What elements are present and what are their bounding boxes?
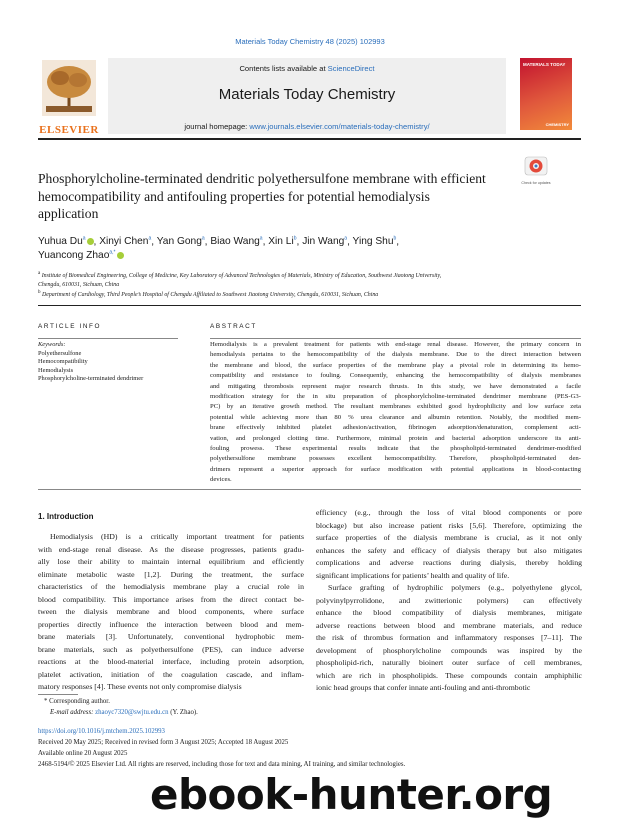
abstract-line: fouling prowess. These experimental results indicate that the phospholipid-terminated dendrimer-modified xyxy=(210,445,581,453)
body-line: brane materials [3]. Unfortunately, conventional hydrophobic mem- xyxy=(38,632,304,641)
journal-citation[interactable]: Materials Today Chemistry 48 (2025) 102993 xyxy=(235,37,385,46)
orcid-icon[interactable] xyxy=(117,252,124,259)
body-line: enhance the blood compatibility of dialysis membranes, mitigate xyxy=(316,608,582,617)
article-info-heading: ARTICLE INFO xyxy=(38,323,102,330)
abstract-line: the membrane and blood, the surface properties of the membrane play a pivotal role in determining its hemo- xyxy=(210,361,581,369)
body-line: which are rich in phospholipids. These compounds contain amphiphilic xyxy=(316,670,582,680)
author-name-text: Yan Gong xyxy=(156,236,202,248)
abstract-line: polyethersulfone membrane possesses excellent hemocompatibility. Therefore, phospholipid-terminated den- xyxy=(210,455,581,463)
available-online: Available online 20 August 2025 xyxy=(38,750,128,757)
abstract-line: modification strategy for the in situ preparation of phosphorylcholine-terminated dendrimer membrane (PES-G3- xyxy=(210,393,581,401)
intro-right-column xyxy=(316,507,582,695)
received-dates: Received 20 May 2025; Received in revised form 3 August 2025; Accepted 18 August 2025 xyxy=(38,739,289,746)
author-list: Yuhua Du$^a$ , Xinyi Chen$^a$, Yan Gong$^a$, Biao Wang$^a$, Xin Li$^b$, Jin Wang$^a$, Ying Shu$^b$, xyxy=(38,236,400,248)
body-line: phospholipid-rich, naturally bioinert outer surface of cell membranes, xyxy=(316,658,582,667)
author-name-text: Xin Li xyxy=(268,236,294,248)
copyright-line: 2468-5194/© 2025 Elsevier Ltd. All rights are reserved, including those for text and data mining, AI training, and similar technologies. xyxy=(38,761,406,768)
corresponding-note: * Corresponding author. xyxy=(44,698,110,705)
abstract-line: devices. xyxy=(210,476,232,484)
author-name[interactable] xyxy=(99,236,151,247)
body-line: blockage) but also increase patient risks [5,6]. Therefore, optimizing the xyxy=(316,520,582,530)
author-name[interactable] xyxy=(38,250,124,261)
author-name[interactable] xyxy=(268,236,296,247)
article-info-rule xyxy=(38,338,178,339)
abstract-bottom-rule xyxy=(38,489,581,490)
author-affiliation-sup[interactable]: b xyxy=(293,236,297,242)
contents-prefix: Contents lists available at xyxy=(239,64,328,73)
contents-line xyxy=(108,64,506,73)
author-affiliation-sup[interactable]: b xyxy=(393,236,397,242)
author-name[interactable] xyxy=(157,236,205,247)
keywords-label: Keywords: xyxy=(38,341,66,348)
abstract-line: potential while achieving more than 80 % urea clearance and albumin retention. Notably, the modified mem- xyxy=(210,413,581,421)
keyword-item[interactable]: Hemocompatibility xyxy=(38,358,88,366)
keywords-block xyxy=(38,341,143,384)
body-line: blood compatibility. This importance arises from the direct contact be- xyxy=(38,594,304,604)
affiliation-rule xyxy=(38,305,581,306)
body-line: surface properties of the dialysis membrane is crucial, as it not only xyxy=(316,533,582,542)
cover-title: MATERIALS TODAY xyxy=(523,62,566,67)
body-line: reactions at the blood-material interface, including protein adsorption, xyxy=(38,657,304,666)
body-line: complications and adverse reactions during dialysis, thereby holding xyxy=(316,558,582,567)
body-line: adverse reactions between blood and membrane materials, and reduce xyxy=(316,620,582,630)
journal-title: Materials Today Chemistry xyxy=(218,86,396,103)
author-name-text: Yuancong Zhao xyxy=(38,250,110,262)
abstract-line: and mitigating thrombosis represent major research thrusts. In this study, we have demonstrated a facile xyxy=(210,382,581,390)
email-note xyxy=(50,709,198,716)
author-name-text: Yuhua Du xyxy=(38,236,83,248)
affiliation-b-text: Department of Cardiology, Third People’s Hospital of Chengdu Affiliated to Southwest Jiaotong University, Chengdu, 610031, Sichuan, China xyxy=(41,291,379,298)
author-name-text: Jin Wang xyxy=(302,236,345,248)
homepage-link[interactable]: www.journals.elsevier.com/materials-today-chemistry/ xyxy=(249,122,430,131)
elsevier-logo xyxy=(38,58,100,136)
article-title: Phosphorylcholine-terminated dendritic polyethersulfone membrane with efficient hemocompatibility and antifouling properties for potential hemodialysis application xyxy=(38,171,486,221)
body-line: with end-stage renal disease. As the disease progresses, patients gradu- xyxy=(38,544,304,554)
author-affiliation-sup[interactable]: a xyxy=(259,236,263,242)
author-affiliation-sup[interactable]: a xyxy=(201,236,205,242)
affiliation-a: $^a$ Institute of Biomedical Engineering, College of Medicine, Key Laboratory of Advanced Technologies of Materials, Ministry of Education, Southwest Jiaotong University, Chengdu, 610031, Sichuan, China xyxy=(38,271,442,289)
abstract-line: drimers represent a superior approach for surface modification with potential applications in blood-contacting xyxy=(210,465,581,473)
abstract-heading: ABSTRACT xyxy=(210,323,257,330)
body-line: significant implications for patients’ health and quality of life. xyxy=(316,570,510,580)
email-suffix: (Y. Zhao). xyxy=(170,709,198,716)
affiliation-a-line1: Institute of Biomedical Engineering, College of Medicine, Key Laboratory of Advanced Technologies of Materials, Ministry of Education, Southwest Jiaotong University, xyxy=(41,272,442,279)
keyword-item[interactable]: Hemodialysis xyxy=(38,366,74,374)
abstract-line: hemodialysis pertains to the hemocompatibility of the dialysis membrane. Due to the direct interaction between xyxy=(210,351,581,359)
affiliation-a-line2: Chengdu, 610031, Sichuan, China xyxy=(38,282,120,289)
author-name-text: Ying Shu xyxy=(352,236,394,248)
body-line: brane materials, such as polyethersulfone (PES), can induce adverse xyxy=(38,644,304,654)
publisher-name: ELSEVIER xyxy=(39,124,99,136)
abstract-line: PC) by an iterative growth method. The resultant membranes exhibited good hydrophilicity and low surface zeta xyxy=(210,403,581,411)
author-name[interactable] xyxy=(302,236,347,247)
intro-left-column xyxy=(38,531,304,694)
homepage-prefix: journal homepage: xyxy=(184,122,250,131)
check-updates-label: Check for updates xyxy=(521,181,551,185)
abstract-line: compatibility and resistance to fouling. Consequently, enhancing the hemocompatibility of dialysis membranes xyxy=(210,372,581,380)
body-line: the risk of thrombus formation and inflammatory responses [7–11]. The xyxy=(316,633,582,642)
body-line: matory responses [4]. These events not only compromise dialysis xyxy=(38,682,242,691)
elsevier-tree-icon xyxy=(38,58,100,118)
author-name[interactable] xyxy=(38,236,94,247)
body-line: Surface grafting of hydrophilic polymers (e.g., polyethylene glycol, xyxy=(328,583,582,592)
keyword-item[interactable]: Polyethersulfone xyxy=(38,349,82,357)
body-line: enhances the safety and efficacy of dialysis therapy but also mitigates xyxy=(316,545,582,555)
check-updates-badge[interactable] xyxy=(521,156,551,185)
author-name[interactable] xyxy=(353,236,397,247)
body-line: characteristics of the hemodialysis membrane play a crucial role in xyxy=(38,582,304,591)
abstract-text xyxy=(210,340,581,486)
author-affiliation-sup[interactable]: a,* xyxy=(109,250,116,256)
body-line: development of phosphorylcholine compounds was inspired by the xyxy=(316,645,582,655)
sciencedirect-link[interactable]: ScienceDirect xyxy=(327,64,375,73)
abstract-line: vation, and prolonged clotting time. Furthermore, minimal protein and bacterial adsorption underscore its anti- xyxy=(210,434,581,442)
author-list-continued xyxy=(38,250,598,261)
author-affiliation-sup[interactable]: a xyxy=(344,236,348,242)
abstract-line: Hemodialysis is a prevalent treatment for patients with end-stage renal disease. However, the primary concern in xyxy=(210,341,581,348)
abstract-line: brane effectively inhibited platelet adhesion/activation, fibrinogen adsorption/denaturation, complement acti- xyxy=(210,424,581,432)
author-name-text: Biao Wang xyxy=(210,236,260,248)
check-updates-icon xyxy=(524,156,548,176)
email-link[interactable]: zhaoyc7320@swjtu.edu.cn xyxy=(95,709,169,716)
author-name-text: Xinyi Chen xyxy=(99,236,149,248)
body-line: ionic head groups that confer innate anti-fouling and anti-thrombotic xyxy=(316,683,531,692)
corresponding-label: Corresponding author. xyxy=(49,698,110,705)
abstract-rule xyxy=(210,338,581,339)
body-line: properties directly influence the interaction between blood and mem- xyxy=(38,619,304,629)
intro-heading: 1. Introduction xyxy=(38,512,94,521)
author-affiliation-sup[interactable]: a xyxy=(82,236,86,242)
email-label: E-mail address: xyxy=(50,709,94,716)
author-affiliation-sup[interactable]: a xyxy=(148,236,152,242)
homepage-line xyxy=(108,122,506,131)
doi-link[interactable]: https://doi.org/10.1016/j.mtchem.2025.102993 xyxy=(38,728,165,735)
footnote-rule xyxy=(38,694,78,695)
body-line: eliminate metabolic waste [1,2]. During the treatment, the surface xyxy=(38,569,304,579)
body-line: polyvinylpyrrolidone, and zwitterionic polymers) can effectively xyxy=(316,595,582,605)
header-rule xyxy=(38,138,581,140)
author-name[interactable] xyxy=(210,236,262,247)
body-line: Hemodialysis (HD) is a critically important treatment for patients xyxy=(50,532,304,541)
journal-cover xyxy=(520,58,572,130)
body-line: ally lose their ability to maintain internal equilibrium and efficiently xyxy=(38,557,304,566)
keyword-item[interactable]: Phosphorylcholine-terminated dendrimer xyxy=(38,375,144,383)
cover-subtitle: CHEMISTRY xyxy=(545,122,569,127)
body-line: efficiency (e.g., through the loss of vital blood components or pore xyxy=(316,508,582,517)
body-line: platelet activation, initiation of the coagulation cascade, and inflam- xyxy=(38,669,304,679)
watermark: ebook-hunter.org xyxy=(150,770,553,819)
orcid-icon[interactable] xyxy=(87,238,94,245)
affiliation-b: $^b$ Department of Cardiology, Third People’s Hospital of Chengdu Affiliated to Southwest Jiaotong University, Chengdu, 610031, Sichuan, China xyxy=(38,290,379,298)
body-line: tween the dialysis membrane and blood components, where surface xyxy=(38,607,304,616)
